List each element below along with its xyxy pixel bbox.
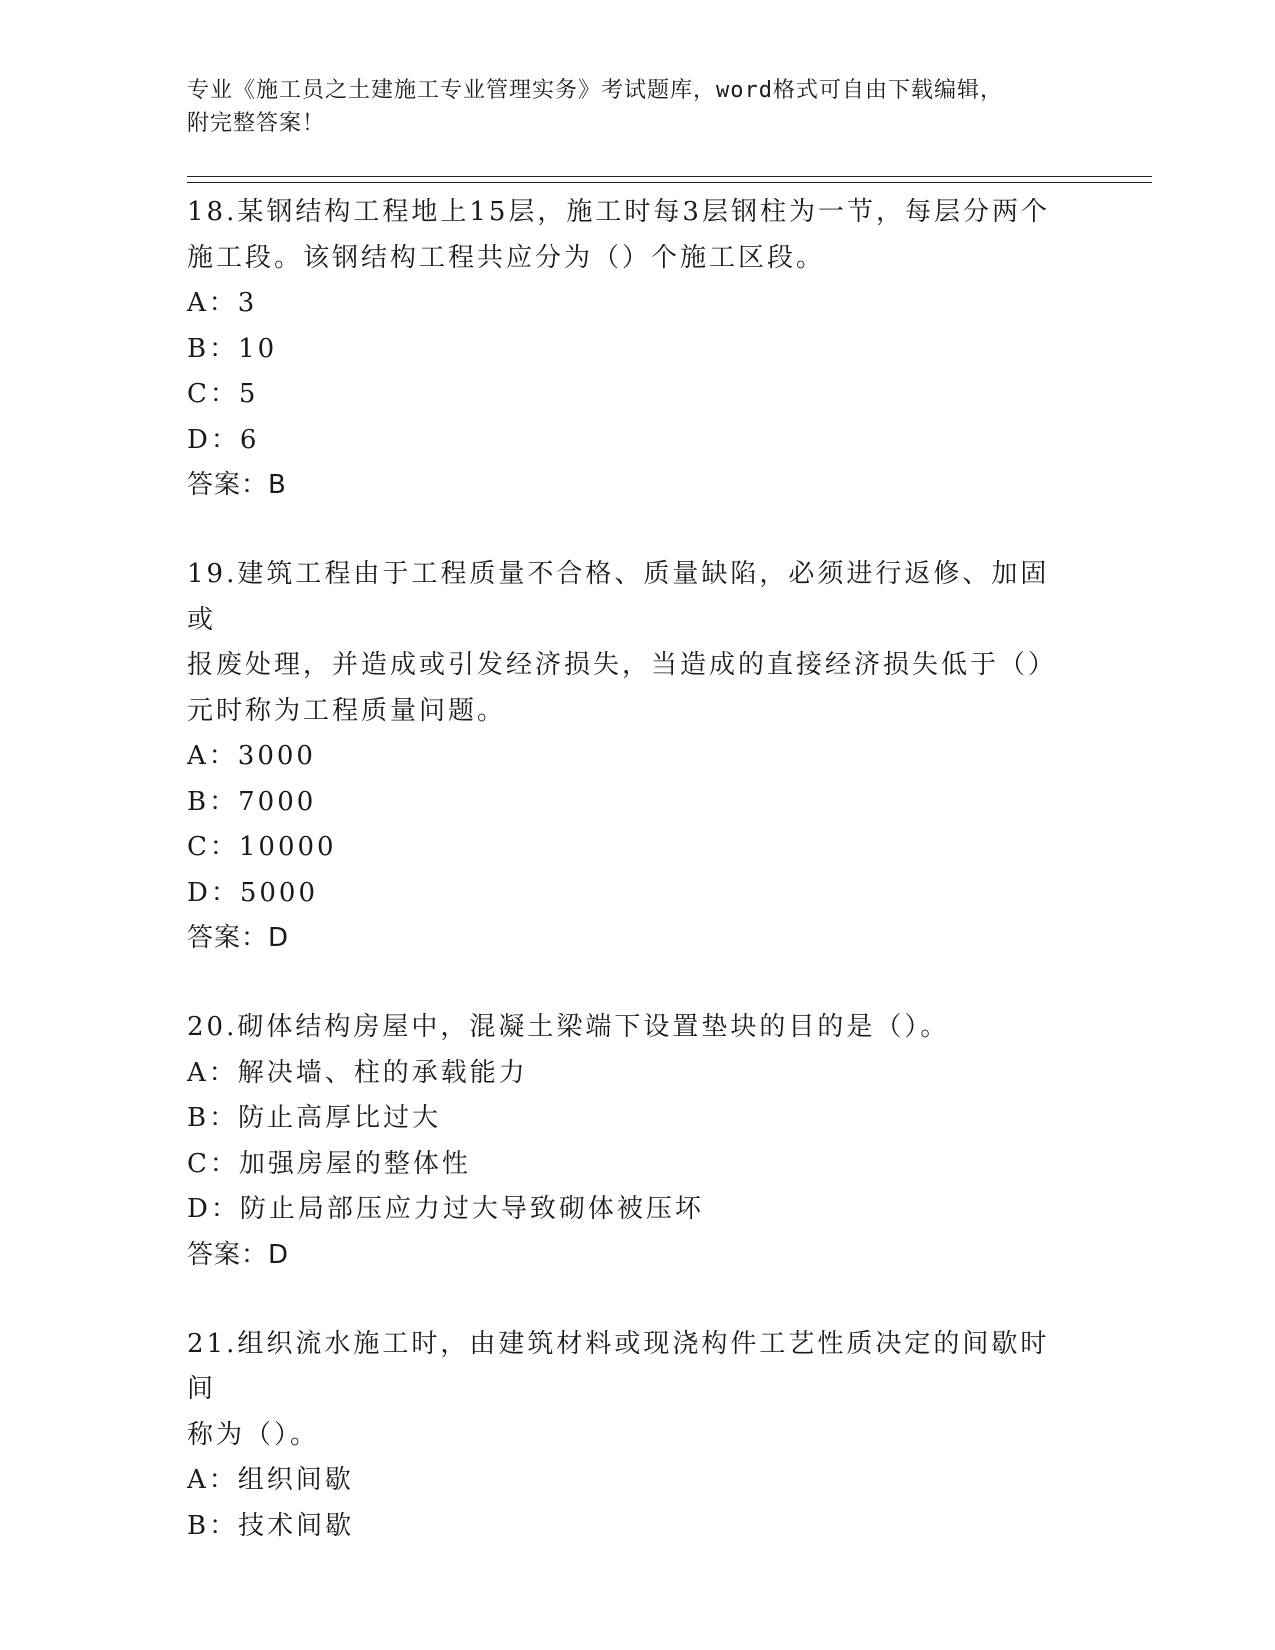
header-line-1: 专业《施工员之土建施工专业管理实务》考试题库，word格式可自由下载编辑， — [187, 78, 1003, 103]
question-list — [187, 190, 1067, 1549]
option-b: B：7000 — [187, 786, 317, 817]
question-19 — [187, 552, 1067, 961]
option-b: B：10 — [187, 333, 278, 364]
option-a: A：3 — [187, 288, 258, 318]
question-stem-line: 施工段。该钢结构工程共应分为（）个施工区段。 — [187, 242, 826, 273]
question-stem-line: 21.组织流水施工时，由建筑材料或现浇构件工艺性质决定的间歇时间 — [187, 1328, 1050, 1404]
question-stem-line: 19.建筑工程由于工程质量不合格、质量缺陷，必须进行返修、加固或 — [187, 559, 1050, 635]
header-line-2: 附完整答案！ — [187, 111, 326, 136]
option-c: C：10000 — [187, 832, 337, 862]
option-a: A：解决墙、柱的承载能力 — [187, 1057, 528, 1088]
option-b: B：技术间歇 — [187, 1510, 355, 1541]
option-d: D：5000 — [187, 877, 319, 908]
option-c: C：5 — [187, 379, 259, 409]
option-b: B：防止高厚比过大 — [187, 1103, 442, 1133]
question-gap — [187, 508, 1067, 552]
header-divider-top — [187, 176, 1152, 177]
option-c: C：加强房屋的整体性 — [187, 1148, 471, 1179]
question-18 — [187, 190, 1067, 508]
answer-line: 答案：B — [187, 470, 287, 500]
question-21 — [187, 1322, 1067, 1550]
option-d: D：防止局部压应力过大导致砌体被压坏 — [187, 1194, 704, 1224]
header-divider-bottom — [187, 182, 1152, 183]
header-note — [187, 74, 1087, 140]
question-stem-line: 报废处理，并造成或引发经济损失，当造成的直接经济损失低于（） — [187, 650, 1058, 680]
answer-line: 答案：D — [187, 1239, 290, 1270]
question-20 — [187, 1005, 1067, 1278]
option-a: A：组织间歇 — [187, 1465, 354, 1495]
option-d: D：6 — [187, 424, 260, 455]
question-stem-line: 称为（）。 — [187, 1419, 320, 1450]
question-gap — [187, 961, 1067, 1005]
option-a: A：3000 — [187, 741, 316, 771]
question-stem-line: 18.某钢结构工程地上15层，施工时每3层钢柱为一节，每层分两个 — [187, 197, 1050, 227]
question-stem-line: 元时称为工程质量问题。 — [187, 695, 507, 726]
answer-line: 答案：D — [187, 923, 290, 953]
question-stem-line: 20.砌体结构房屋中，混凝土梁端下设置垫块的目的是（）。 — [187, 1012, 950, 1042]
question-gap — [187, 1278, 1067, 1322]
